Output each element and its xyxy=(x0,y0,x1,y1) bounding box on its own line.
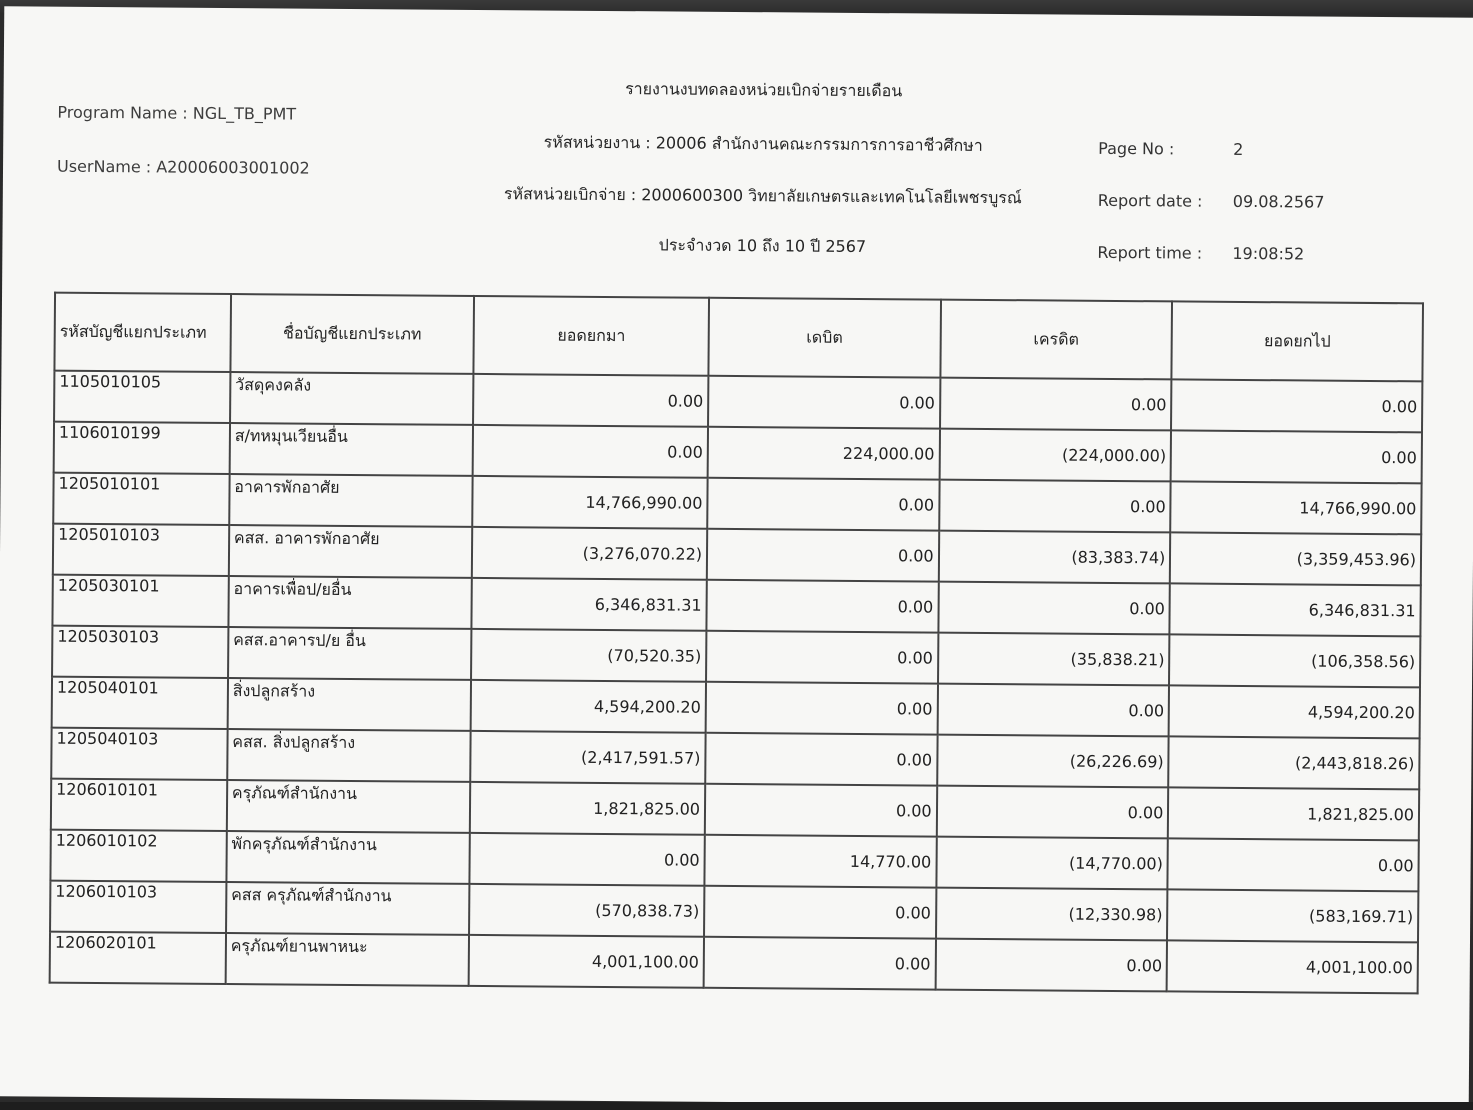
carried-forward-amount: (3,359,453.96) xyxy=(1170,532,1421,585)
account-code: 1205010101 xyxy=(53,473,229,525)
header-account-name: ชื่อบัญชีแยกประเภท xyxy=(230,294,474,374)
account-code: 1205040103 xyxy=(51,728,227,780)
credit-amount: (26,226.69) xyxy=(937,735,1169,788)
brought-forward-amount: 4,594,200.20 xyxy=(471,680,706,733)
report-date-label: Report date : xyxy=(1097,190,1203,211)
credit-amount: 0.00 xyxy=(938,582,1170,635)
account-code: 1205040101 xyxy=(52,677,228,729)
debit-amount: 0.00 xyxy=(708,376,940,429)
debit-amount: 0.00 xyxy=(704,886,936,939)
brought-forward-amount: 1,821,825.00 xyxy=(470,782,705,835)
credit-amount: (12,330.98) xyxy=(936,888,1168,941)
credit-amount: 0.00 xyxy=(935,939,1167,992)
credit-amount: (14,770.00) xyxy=(936,837,1168,890)
brought-forward-amount: 4,001,100.00 xyxy=(469,935,704,988)
carried-forward-amount: (106,358.56) xyxy=(1169,634,1420,687)
brought-forward-amount: 0.00 xyxy=(473,374,708,427)
header-brought-forward: ยอดยกมา xyxy=(474,296,709,376)
account-name: คสส. อาคารพักอาศัย xyxy=(229,525,473,578)
debit-amount: 0.00 xyxy=(704,937,936,990)
brought-forward-amount: (570,838.73) xyxy=(469,884,704,937)
brought-forward-amount: 0.00 xyxy=(470,833,705,886)
brought-forward-amount: (2,417,591.57) xyxy=(471,731,706,784)
table-header-row xyxy=(54,293,1423,382)
account-code: 1205030103 xyxy=(52,626,228,678)
brought-forward-amount: 6,346,831.31 xyxy=(472,578,707,631)
account-name: ส/ทหมุนเวียนอื่น xyxy=(229,423,473,476)
debit-amount: 14,770.00 xyxy=(704,835,936,888)
carried-forward-amount: 0.00 xyxy=(1168,838,1419,891)
account-name: วัสดุคงคลัง xyxy=(230,372,474,425)
account-name: คสส.อาคารป/ย อื่น xyxy=(228,627,472,680)
credit-amount: 0.00 xyxy=(939,480,1171,533)
report-time-label: Report time : xyxy=(1097,242,1203,263)
credit-amount: (83,383.74) xyxy=(938,531,1170,584)
disbursing-unit: รหัสหน่วยเบิกจ่าย : 2000600300 วิทยาลัยเกษตรและเทคโนโลยีเพชรบูรณ์ xyxy=(503,184,1022,208)
credit-amount: (35,838.21) xyxy=(938,633,1170,686)
report-date-value: 09.08.2567 xyxy=(1232,191,1325,212)
carried-forward-amount: 0.00 xyxy=(1171,379,1422,432)
debit-amount: 0.00 xyxy=(707,529,939,582)
header-account-code: รหัสบัญชีแยกประเภท xyxy=(54,293,230,372)
trial-balance-table xyxy=(49,292,1424,995)
header-carried-forward: ยอดยกไป xyxy=(1172,301,1423,381)
header-credit: เครดิต xyxy=(940,300,1172,380)
credit-amount: 0.00 xyxy=(937,684,1169,737)
account-code: 1206020101 xyxy=(50,932,226,984)
carried-forward-amount: 6,346,831.31 xyxy=(1170,583,1421,636)
account-name: สิ่งปลูกสร้าง xyxy=(227,678,471,731)
account-name: ครุภัณฑ์ยานพาหนะ xyxy=(225,933,469,986)
header-debit: เดบิต xyxy=(708,298,940,378)
agency-code: รหัสหน่วยงาน : 20006 สำนักงานคณะกรรมการการอาชีวศึกษา xyxy=(543,132,983,155)
debit-amount: 0.00 xyxy=(706,682,938,735)
brought-forward-amount: 0.00 xyxy=(473,425,708,478)
account-code: 1206010102 xyxy=(50,830,226,882)
carried-forward-amount: 4,001,100.00 xyxy=(1167,940,1418,993)
brought-forward-amount: 14,766,990.00 xyxy=(473,476,708,529)
carried-forward-amount: (2,443,818.26) xyxy=(1169,736,1420,789)
carried-forward-amount: (583,169.71) xyxy=(1167,889,1418,942)
account-code: 1105010105 xyxy=(54,371,230,423)
carried-forward-amount: 1,821,825.00 xyxy=(1168,787,1419,840)
page-no-label: Page No : xyxy=(1098,138,1175,159)
debit-amount: 0.00 xyxy=(705,733,937,786)
account-name: คสส. สิ่งปลูกสร้าง xyxy=(227,729,471,782)
brought-forward-amount: (3,276,070.22) xyxy=(472,527,707,580)
report-page xyxy=(0,6,1473,1108)
account-code: 1205030101 xyxy=(52,575,228,627)
account-code: 1106010199 xyxy=(54,422,230,474)
report-time-value: 19:08:52 xyxy=(1232,243,1305,264)
carried-forward-amount: 14,766,990.00 xyxy=(1171,481,1422,534)
account-name: ครุภัณฑ์สำนักงาน xyxy=(227,780,471,833)
account-name: อาคารพักอาศัย xyxy=(229,474,473,527)
account-name: พักครุภัณฑ์สำนักงาน xyxy=(226,831,470,884)
page-no-value: 2 xyxy=(1233,139,1244,159)
brought-forward-amount: (70,520.35) xyxy=(471,629,706,682)
debit-amount: 0.00 xyxy=(705,784,937,837)
user-name: UserName : A20006003001002 xyxy=(56,156,310,178)
program-name: Program Name : NGL_TB_PMT xyxy=(57,102,297,124)
report-period: ประจำงวด 10 ถึง 10 ปี 2567 xyxy=(658,235,867,257)
account-code: 1205010103 xyxy=(53,524,229,576)
table-row xyxy=(50,932,1418,994)
account-code: 1206010103 xyxy=(50,881,226,933)
account-name: อาคารเพื่อป/ยอื่น xyxy=(228,576,472,629)
report-title: รายงานงบทดลองหน่วยเบิกจ่ายรายเดือน xyxy=(625,79,903,101)
debit-amount: 0.00 xyxy=(706,580,938,633)
debit-amount: 0.00 xyxy=(706,631,938,684)
debit-amount: 224,000.00 xyxy=(708,427,940,480)
carried-forward-amount: 0.00 xyxy=(1171,430,1422,483)
credit-amount: 0.00 xyxy=(940,378,1172,431)
credit-amount: (224,000.00) xyxy=(939,429,1171,482)
credit-amount: 0.00 xyxy=(936,786,1168,839)
debit-amount: 0.00 xyxy=(707,478,939,531)
account-name: คสส ครุภัณฑ์สำนักงาน xyxy=(226,882,470,935)
photo-bottom-edge xyxy=(0,1102,1473,1110)
carried-forward-amount: 4,594,200.20 xyxy=(1169,685,1420,738)
account-code: 1206010101 xyxy=(51,779,227,831)
